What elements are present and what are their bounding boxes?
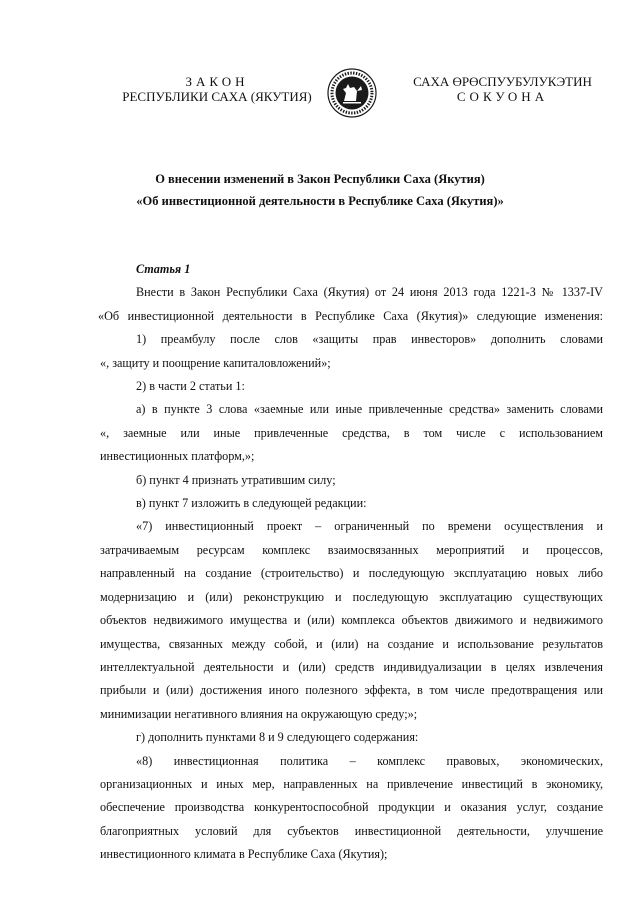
header-right-line1: САХА ӨРӨСПУУБУЛУКЭТИН: [413, 74, 592, 89]
document-title: [60, 168, 580, 212]
body-line: инвестиционного климата в Республике Саха (Якутия);: [100, 847, 388, 862]
body-line: обеспечение производства конкурентоспособной продукции и оказания услуг, создание: [100, 800, 603, 815]
body-line: интеллектуальной деятельности и (или) средств индивидуализации в целях извлечения: [100, 659, 603, 674]
title-line-1: О внесении изменений в Закон Республики Саха (Якутия): [155, 172, 485, 186]
body-line: 1) преамбулу после слов «защиты прав инвесторов» дополнить словами: [136, 332, 603, 347]
document-body: [100, 258, 603, 867]
body-line: имущества, связанных между собой, и (или) на создание и использование результатов: [100, 636, 603, 651]
title-line-2: «Об инвестиционной деятельности в Республике Саха (Якутия)»: [136, 194, 504, 208]
body-line: «8) инвестиционная политика – комплекс правовых, экономических,: [136, 753, 603, 768]
article-heading: Статья 1: [136, 262, 191, 276]
body-line: б) пункт 4 признать утратившим силу;: [136, 472, 336, 487]
body-line: 2) в части 2 статьи 1:: [136, 379, 245, 394]
body-line: минимизации негативного влияния на окружающую среду;»;: [100, 706, 418, 721]
body-line: в) пункт 7 изложить в следующей редакции:: [136, 496, 367, 511]
header-left-line1: ЗАКОН: [185, 74, 249, 89]
body-line: направленный на создание (строительство) и последующую эксплуатацию новых либо: [100, 566, 603, 581]
header-right-line2: СОКУОНА: [456, 89, 549, 104]
header-left: [112, 74, 322, 104]
body-line: г) дополнить пунктами 8 и 9 следующего содержания:: [136, 730, 419, 745]
body-line: Внести в Закон Республики Саха (Якутия) от 24 июня 2013 года 1221-З № 1337-IV: [136, 285, 603, 300]
body-line: затрачиваемым ресурсам комплекс взаимосвязанных мероприятий и процессов,: [100, 542, 603, 557]
body-line: «, защиту и поощрение капиталовложений»;: [100, 355, 331, 370]
document-header: [0, 68, 640, 138]
body-line: организационных и иных мер, направленных на привлечение инвестиций в экономику,: [100, 776, 603, 791]
body-line: прибыли и (или) достижения иного полезного эффекта, в том числе предотвращения или: [100, 683, 603, 698]
body-line: объектов недвижимого имущества и (или) комплекса объектов движимого и недвижимого: [100, 613, 603, 628]
header-left-line2: РЕСПУБЛИКИ САХА (ЯКУТИЯ): [122, 89, 312, 104]
coat-of-arms-icon: [327, 68, 377, 118]
body-line: инвестиционных платформ,»;: [100, 449, 255, 464]
body-line: «Об инвестиционной деятельности в Республике Саха (Якутия)» следующие изменения:: [98, 308, 603, 323]
body-line: модернизацию и (или) реконструкцию и последующую эксплуатацию существующих: [100, 589, 603, 604]
body-line: а) в пункте 3 слова «заемные или иные привлеченные средства» заменить словами: [136, 402, 603, 417]
body-line: благоприятных условий для субъектов инвестиционной деятельности, улучшение: [100, 823, 603, 838]
body-line: «7) инвестиционный проект – ограниченный по времени осуществления и: [136, 519, 603, 534]
header-right: [405, 74, 600, 104]
body-line: «, заемные или иные привлеченные средства, в том числе с использованием: [100, 425, 603, 440]
